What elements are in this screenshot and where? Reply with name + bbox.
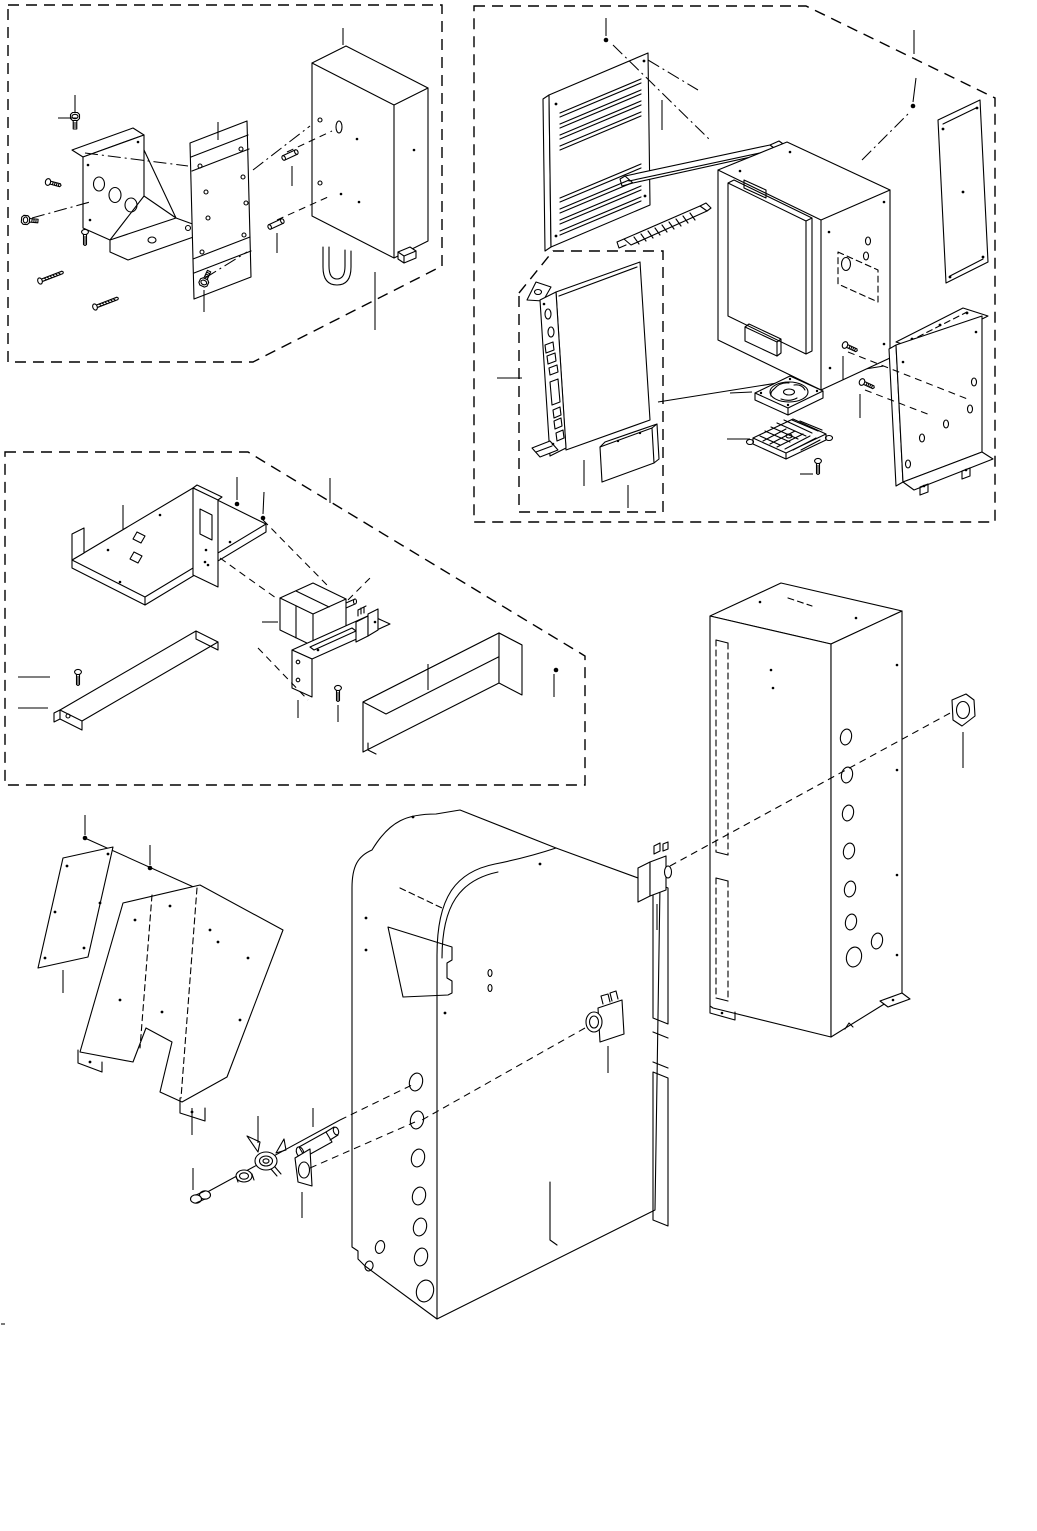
assembly-tower [191,810,669,1319]
grille-screw [815,458,822,474]
mounting-bracket [72,128,202,260]
screw-head-dot [83,836,88,841]
adapter-plate [190,121,251,299]
parts-artwork [21,46,993,1319]
pump-block [312,46,428,285]
frame-grommet [952,694,975,726]
electronics-box-body [718,142,890,390]
tower-enclosure [352,810,668,1319]
assembly-covers [38,847,283,1121]
pcb-unit [527,262,650,457]
screw-head-dot [911,104,916,109]
assembly-chassis [54,485,522,754]
open-frame-enclosure [710,583,910,1037]
long-cover [363,633,522,754]
ring-nut [236,1170,254,1182]
u-tube [323,247,351,285]
screw-head-dot [554,668,559,673]
assembly-line [648,60,698,90]
fan-grille [747,419,833,459]
assembly-line [32,202,90,218]
side-plate [938,100,988,283]
assembly-line [862,112,910,160]
cap [191,1191,211,1203]
assembly-electronics-box [527,53,993,495]
fasteners-a [21,113,299,311]
screw-head-dot [148,866,153,871]
assembly-line [253,126,310,170]
assembly-open-frame [638,583,975,1037]
assembly-pump-mount [21,46,428,311]
side-bracket [889,308,993,495]
bar-screw [75,669,82,685]
lamp-socket [247,1136,286,1176]
assembly-line [263,520,327,585]
vented-cover [543,53,650,251]
leader-tick [913,78,916,102]
screw-head-dot [235,502,240,507]
assembly-line [220,558,276,598]
shield-bracket [78,885,283,1121]
leader-tick [263,492,264,514]
frame-switch [638,842,672,902]
screw-head-dot [604,38,609,43]
bracket-screw [335,685,342,701]
bracket-screw-2 [858,378,875,391]
lamp-parts [191,1126,340,1203]
leader-tick [730,392,752,393]
assembly-line [348,576,372,600]
screw-head-dot [261,516,266,521]
cover-plate [38,847,113,968]
